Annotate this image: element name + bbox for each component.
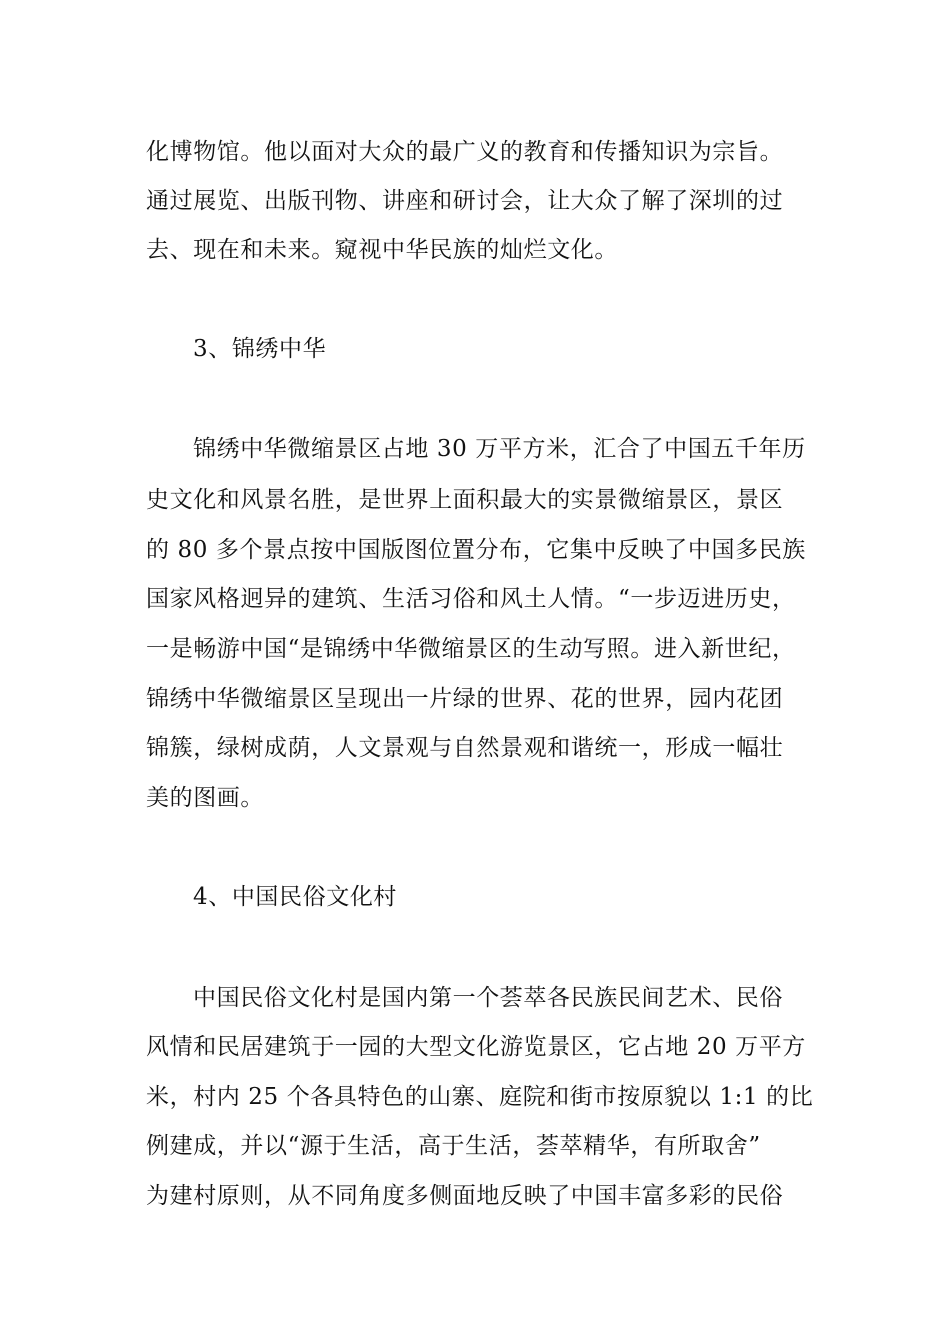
section-4-line-2: 风情和民居建筑于一园的大型文化游览景区，它占地 20 万平方	[146, 1034, 806, 1060]
section-4-line-3: 米，村内 25 个各具特色的山寨、庭院和街市按原貌以 1:1 的比	[146, 1084, 814, 1110]
section-3-line-3: 的 80 多个景点按中国版图位置分布，它集中反映了中国多民族	[146, 537, 806, 563]
section-3-line-6: 锦绣中华微缩景区呈现出一片绿的世界、花的世界，园内花团	[146, 686, 784, 712]
section-3-line-7: 锦簇，绿树成荫，人文景观与自然景观和谐统一，形成一幅壮	[146, 735, 784, 761]
section-3-line-8: 美的图画。	[146, 785, 264, 811]
section-4-line-5: 为建村原则，从不同角度多侧面地反映了中国丰富多彩的民俗	[146, 1183, 784, 1209]
section-4-heading: 4、中国民俗文化村	[193, 884, 398, 910]
section-3-line-2: 史文化和风景名胜，是世界上面积最大的实景微缩景区，景区	[146, 487, 784, 513]
section-3-line-5: 一是畅游中国“是锦绣中华微缩景区的生动写照。进入新世纪，	[146, 636, 796, 662]
intro-line-2: 通过展览、出版刊物、讲座和研讨会，让大众了解了深圳的过	[146, 188, 784, 214]
section-3-line-4: 国家风格迥异的建筑、生活习俗和风土人情。“一步迈进历史，	[146, 586, 796, 612]
intro-line-1: 化博物馆。他以面对大众的最广义的教育和传播知识为宗旨。	[146, 139, 784, 165]
section-3-line-1: 锦绣中华微缩景区占地 30 万平方米，汇合了中国五千年历	[193, 436, 806, 462]
section-3-heading: 3、锦绣中华	[193, 336, 327, 362]
section-4-line-1: 中国民俗文化村是国内第一个荟萃各民族民间艺术、民俗	[193, 985, 783, 1011]
section-4-line-4: 例建成，并以“源于生活，高于生活，荟萃精华，有所取舍”	[146, 1133, 761, 1159]
intro-line-3: 去、现在和未来。窥视中华民族的灿烂文化。	[146, 237, 618, 263]
